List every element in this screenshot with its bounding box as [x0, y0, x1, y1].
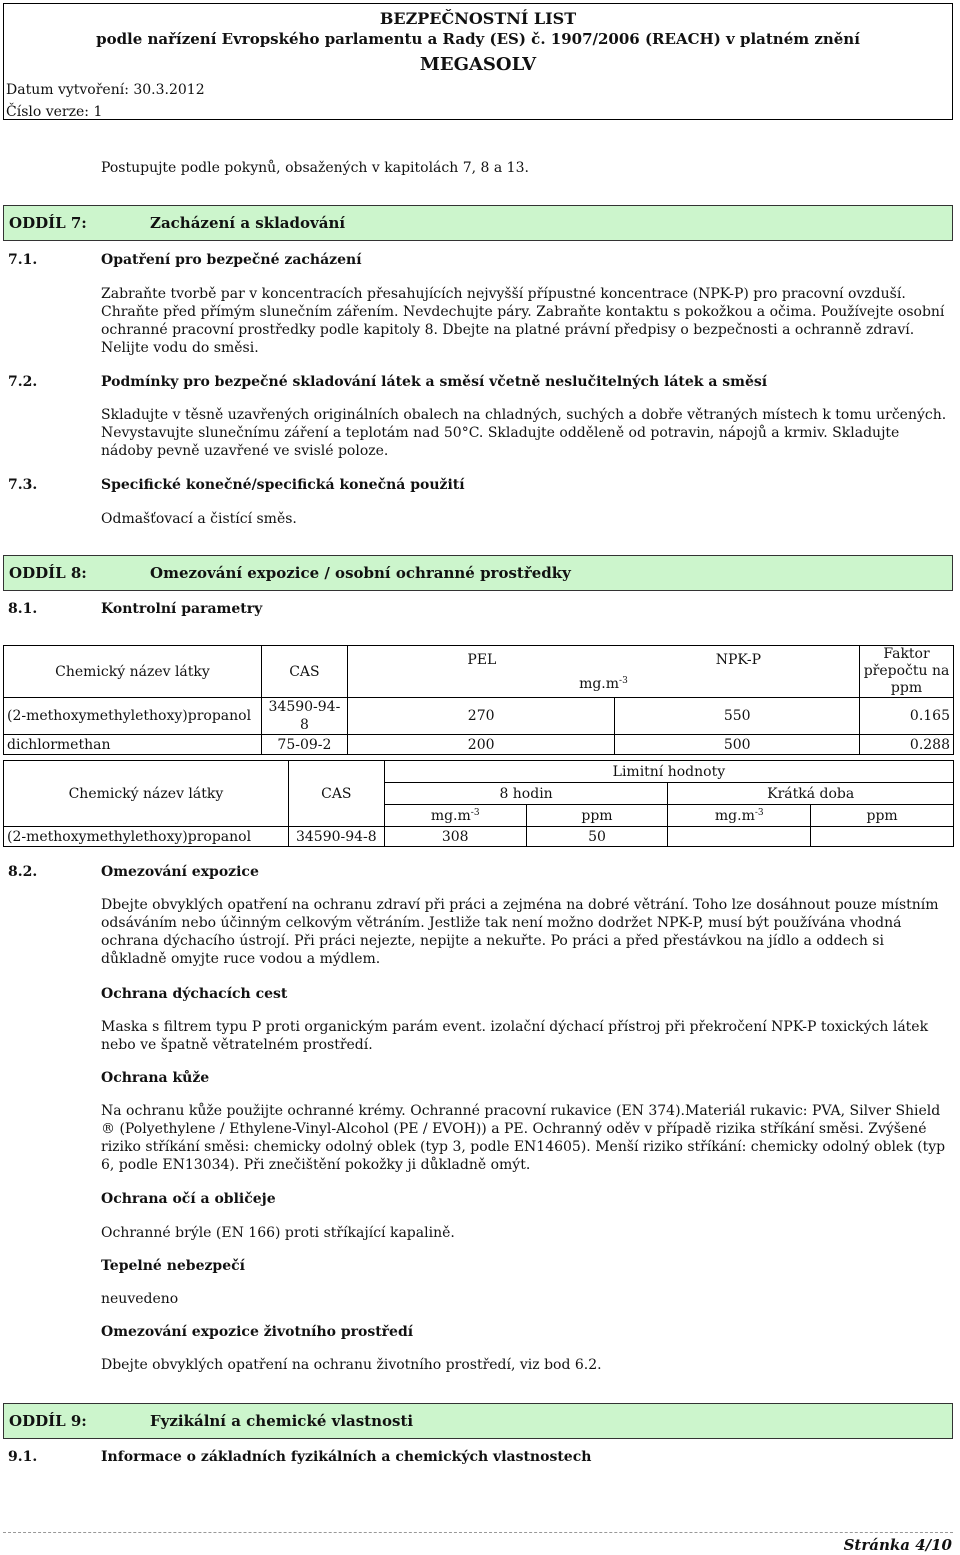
eye-protection-heading: Ochrana očí a obličeje: [101, 1191, 276, 1207]
document-title: BEZPEČNOSTNÍ LIST: [379, 9, 577, 28]
skin-protection-heading: Ochrana kůže: [101, 1070, 210, 1086]
ppm-8h-value: 50: [526, 827, 668, 847]
section-8-bar: [3, 555, 953, 591]
mg-8h-value: 308: [384, 827, 526, 847]
subsection-8-2-title: Omezování expozice: [101, 864, 259, 880]
subsection-9-1-title: Informace o základních fyzikálních a chemických vlastnostech: [101, 1449, 592, 1465]
subsection-8-2-number: 8.2.: [8, 864, 38, 880]
column-header-npk: NPK-P: [715, 651, 761, 668]
substance-name: dichlormethan: [4, 735, 262, 755]
unit-superscript: -3: [619, 676, 628, 687]
unit-mg-short: [668, 805, 811, 827]
column-header-cas: CAS: [288, 761, 384, 827]
table-row: [4, 735, 954, 755]
table-header-row: [4, 761, 954, 783]
version-number: Číslo verze: 1: [6, 104, 103, 120]
substance-name: (2-methoxymethylethoxy)propanol: [4, 698, 262, 735]
substance-name: (2-methoxymethylethoxy)propanol: [4, 827, 289, 847]
ppm-short-value: [811, 827, 954, 847]
subsection-8-2-text: Dbejte obvyklých opatření na ochranu zdraví při práci a zejména na dobré větrání. Toho lze dosáhnout pouze místním odsáváním nebo účinným celkovým větráním. Jestliže tak není možno dodržet NPK-P, musí být používána vhodná ochrana dýchacího ústrojí. Při práci nejezte, nepijte a nekuřte. Po práci a před přestávkou na jídlo a oddech si důkladně omyjte ruce vodou a mýdlem.: [101, 897, 939, 967]
subsection-7-1-title: Opatření pro bezpečné zacházení: [101, 252, 362, 268]
npk-value: 500: [615, 735, 860, 755]
cas-number: 75-09-2: [261, 735, 347, 755]
section-7-bar: [3, 205, 953, 241]
subsection-7-3-text: Odmašťovací a čistící směs.: [101, 511, 297, 527]
thermal-hazard-text: neuvedeno: [101, 1291, 179, 1307]
subsection-8-1-title: Kontrolní parametry: [101, 601, 263, 617]
unit-label: mg.m: [579, 676, 620, 693]
intro-text: Postupujte podle pokynů, obsažených v kapitolách 7, 8 a 13.: [101, 160, 529, 176]
section-9-label: ODDÍL 9:: [9, 1412, 87, 1430]
section-8-title: Omezování expozice / osobní ochranné prostředky: [150, 564, 571, 582]
column-header-8-hours: 8 hodin: [384, 783, 668, 805]
unit-mg-8h: [384, 805, 526, 827]
environmental-exposure-heading: Omezování expozice životního prostředí: [101, 1324, 414, 1340]
subsection-7-3-title: Specifické konečné/specifická konečná použití: [101, 477, 465, 493]
subsection-7-2-text: Skladujte v těsně uzavřených originálních obalech na chladných, suchých a dobře větraných místech k tomu určených. Nevystavujte slunečnímu záření a teplotám nad 50°C. Skladujte odděleně od potravin, nápojů a krmiv. Skladujte nádoby pevně uzavřené ve svislé poloze.: [101, 407, 947, 459]
unit-superscript: -3: [754, 807, 764, 818]
column-header-pel: PEL: [467, 651, 497, 668]
environmental-exposure-text: Dbejte obvyklých opatření na ochranu životního prostředí, viz bod 6.2.: [101, 1357, 602, 1373]
section-8-label: ODDÍL 8:: [9, 564, 87, 582]
unit-cell: [347, 672, 859, 698]
pel-value: 200: [347, 735, 615, 755]
column-header-name: Chemický název látky: [4, 646, 262, 698]
document-header: [3, 3, 953, 120]
mg-short-value: [668, 827, 811, 847]
subsection-7-3-number: 7.3.: [8, 477, 38, 493]
limit-values-table: [3, 760, 954, 847]
respiratory-protection-text: Maska s filtrem typu P proti organickým parám event. izolační dýchací přístroj při překročení NPK-P toxických látek nebo ve špatně větratelném prostředí.: [101, 1019, 929, 1053]
section-7-title: Zacházení a skladování: [150, 214, 346, 232]
unit-label: mg.m: [714, 807, 755, 824]
page-number: Stránka 4/10: [843, 1536, 952, 1554]
unit-ppm-8h: ppm: [526, 805, 668, 827]
exposure-limits-table: [3, 645, 954, 755]
subsection-8-1-number: 8.1.: [8, 601, 38, 617]
table-header-row: [4, 646, 954, 672]
section-7-label: ODDÍL 7:: [9, 214, 87, 232]
unit-ppm-short: ppm: [811, 805, 954, 827]
table-row: [4, 698, 954, 735]
thermal-hazard-heading: Tepelné nebezpečí: [101, 1258, 245, 1274]
subsection-9-1-number: 9.1.: [8, 1449, 38, 1465]
column-header-name: Chemický název látky: [4, 761, 289, 827]
unit-label: mg.m: [430, 807, 471, 824]
column-header-limits: Limitní hodnoty: [384, 761, 953, 783]
subsection-7-1-number: 7.1.: [8, 252, 38, 268]
subsection-7-2-number: 7.2.: [8, 374, 38, 390]
subsection-7-1-text: Zabraňte tvorbě par v koncentracích přesahujících nejvyšší přípustné koncentrace (NPK-P) pro pracovní ovzduší. Chraňte před přímým slunečním zářením. Nevdechujte páry. Zabraňte kontaktu s pokožkou a očima. Používejte osobní ochranné pracovní prostředky podle kapitoly 8. Dbejte na platné právní předpisy o bezpečnosti a ochranně zdraví. Nelijte vodu do směsi.: [101, 286, 945, 356]
column-header-short-term: Krátká doba: [668, 783, 954, 805]
pel-npk-header: [347, 646, 859, 672]
skin-protection-text: Na ochranu kůže použijte ochranné krémy. Ochranné pracovní rukavice (EN 374).Materiál rukavic: PVA, Silver Shield ® (Polyethylene / Ethylene-Vinyl-Alcohol (PE / EVOH)) a PE. Ochranný oděv v případě rizika stříkání směsi. Zvýšené riziko stříkání směsi: chemicky odolný oblek (typ 3, podle EN14605). Menší riziko stříkání: chemicky odolný oblek (typ 6, podle EN13034). Při znečištění pokožky ji důkladně omýt.: [101, 1103, 946, 1173]
eye-protection-text: Ochranné brýle (EN 166) proti stříkající kapalině.: [101, 1225, 455, 1241]
creation-date: Datum vytvoření: 30.3.2012: [6, 82, 205, 98]
column-header-factor: Faktor přepočtu na ppm: [860, 646, 954, 698]
cas-number: 34590-94-8: [288, 827, 384, 847]
respiratory-protection-heading: Ochrana dýchacích cest: [101, 986, 288, 1002]
footer-divider: [3, 1532, 953, 1533]
subsection-7-2-title: Podmínky pro bezpečné skladování látek a směsí včetně neslučitelných látek a směsí: [101, 374, 768, 390]
column-header-cas: CAS: [261, 646, 347, 698]
section-9-title: Fyzikální a chemické vlastnosti: [150, 1412, 414, 1430]
cas-number: 34590-94-8: [261, 698, 347, 735]
unit-superscript: -3: [470, 807, 480, 818]
factor-value: 0.288: [860, 735, 954, 755]
regulation-subtitle: podle nařízení Evropského parlamentu a Rady (ES) č. 1907/2006 (REACH) v platném znění: [96, 30, 860, 48]
pel-value: 270: [347, 698, 615, 735]
factor-value: 0.165: [860, 698, 954, 735]
npk-value: 550: [615, 698, 860, 735]
product-name: MEGASOLV: [419, 54, 537, 75]
table-row: [4, 827, 954, 847]
section-9-bar: [3, 1403, 953, 1439]
